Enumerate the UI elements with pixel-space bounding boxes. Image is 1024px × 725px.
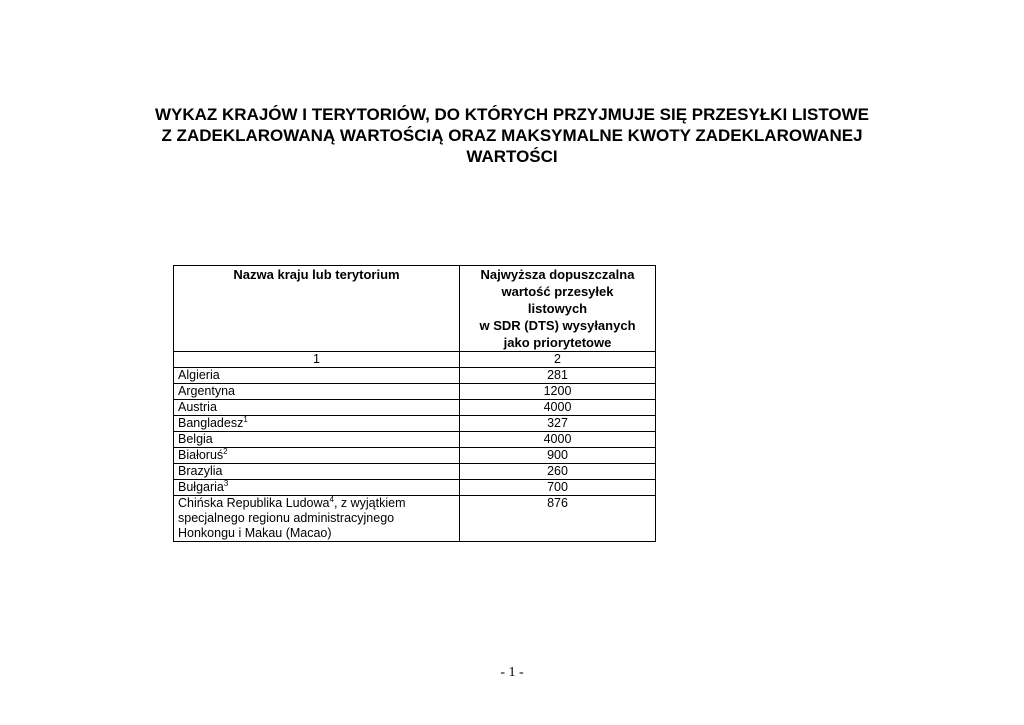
country-text: Chińska Republika Ludowa bbox=[178, 496, 330, 510]
table-row bbox=[174, 464, 656, 480]
country-name: Belgia bbox=[174, 432, 460, 448]
country-name: Algieria bbox=[174, 368, 460, 384]
footnote-marker: 4 bbox=[329, 494, 334, 504]
table-row bbox=[174, 416, 656, 432]
max-value: 260 bbox=[460, 464, 656, 480]
footnote-marker: 3 bbox=[223, 478, 229, 488]
table-row bbox=[174, 448, 656, 464]
header-value-line: jako priorytetowe bbox=[503, 335, 612, 350]
max-value: 700 bbox=[460, 480, 656, 496]
max-value: 876 bbox=[460, 496, 656, 542]
declared-value-table bbox=[173, 265, 656, 542]
title-line-3: WARTOŚCI bbox=[466, 147, 558, 166]
header-max-value bbox=[460, 266, 656, 352]
max-value: 4000 bbox=[460, 400, 656, 416]
table-row bbox=[174, 480, 656, 496]
header-country: Nazwa kraju lub terytorium bbox=[174, 266, 460, 352]
header-value-line: wartość przesyłek bbox=[501, 284, 614, 299]
page-number: - 1 - bbox=[500, 665, 524, 680]
table-row bbox=[174, 368, 656, 384]
table-row bbox=[174, 432, 656, 448]
header-value-line: listowych bbox=[527, 301, 588, 316]
column-index-row bbox=[174, 352, 656, 368]
table-row bbox=[174, 400, 656, 416]
header-row bbox=[174, 266, 656, 352]
column-index-2: 2 bbox=[460, 352, 656, 368]
country-name: Brazylia bbox=[174, 464, 460, 480]
title-line-1: WYKAZ KRAJÓW I TERYTORIÓW, DO KTÓRYCH PRZYJMUJE SIĘ PRZESYŁKI LISTOWE bbox=[154, 105, 870, 124]
title-line-2: Z ZADEKLAROWANĄ WARTOŚCIĄ ORAZ MAKSYMALNE KWOTY ZADEKLAROWANEJ bbox=[161, 126, 863, 145]
max-value: 281 bbox=[460, 368, 656, 384]
table-body bbox=[174, 352, 656, 542]
country-text: Bangladesz bbox=[178, 416, 244, 430]
country-name bbox=[174, 480, 460, 496]
header-value-line: Najwyższa dopuszczalna bbox=[480, 267, 635, 282]
country-name bbox=[174, 496, 460, 542]
country-name bbox=[174, 416, 460, 432]
table-row bbox=[174, 496, 656, 542]
footnote-marker: 2 bbox=[223, 446, 228, 456]
column-index-1: 1 bbox=[174, 352, 460, 368]
country-name: Argentyna bbox=[174, 384, 460, 400]
max-value: 900 bbox=[460, 448, 656, 464]
country-name bbox=[174, 448, 460, 464]
table-row bbox=[174, 384, 656, 400]
country-text: Białoruś bbox=[178, 448, 224, 462]
max-value: 4000 bbox=[460, 432, 656, 448]
country-line-3: Honkongu i Makau (Macao) bbox=[178, 526, 332, 540]
country-text-continued: , z wyjątkiem bbox=[333, 496, 406, 510]
country-text: Bułgaria bbox=[178, 480, 224, 494]
document-title bbox=[60, 104, 964, 167]
footnote-marker: 1 bbox=[243, 414, 248, 424]
table-header bbox=[174, 266, 656, 352]
country-name: Austria bbox=[174, 400, 460, 416]
country-line-2: specjalnego regionu administracyjnego bbox=[178, 511, 395, 525]
header-value-line: w SDR (DTS) wysyłanych bbox=[479, 318, 636, 333]
max-value: 1200 bbox=[460, 384, 656, 400]
max-value: 327 bbox=[460, 416, 656, 432]
country-line-1 bbox=[178, 496, 455, 511]
